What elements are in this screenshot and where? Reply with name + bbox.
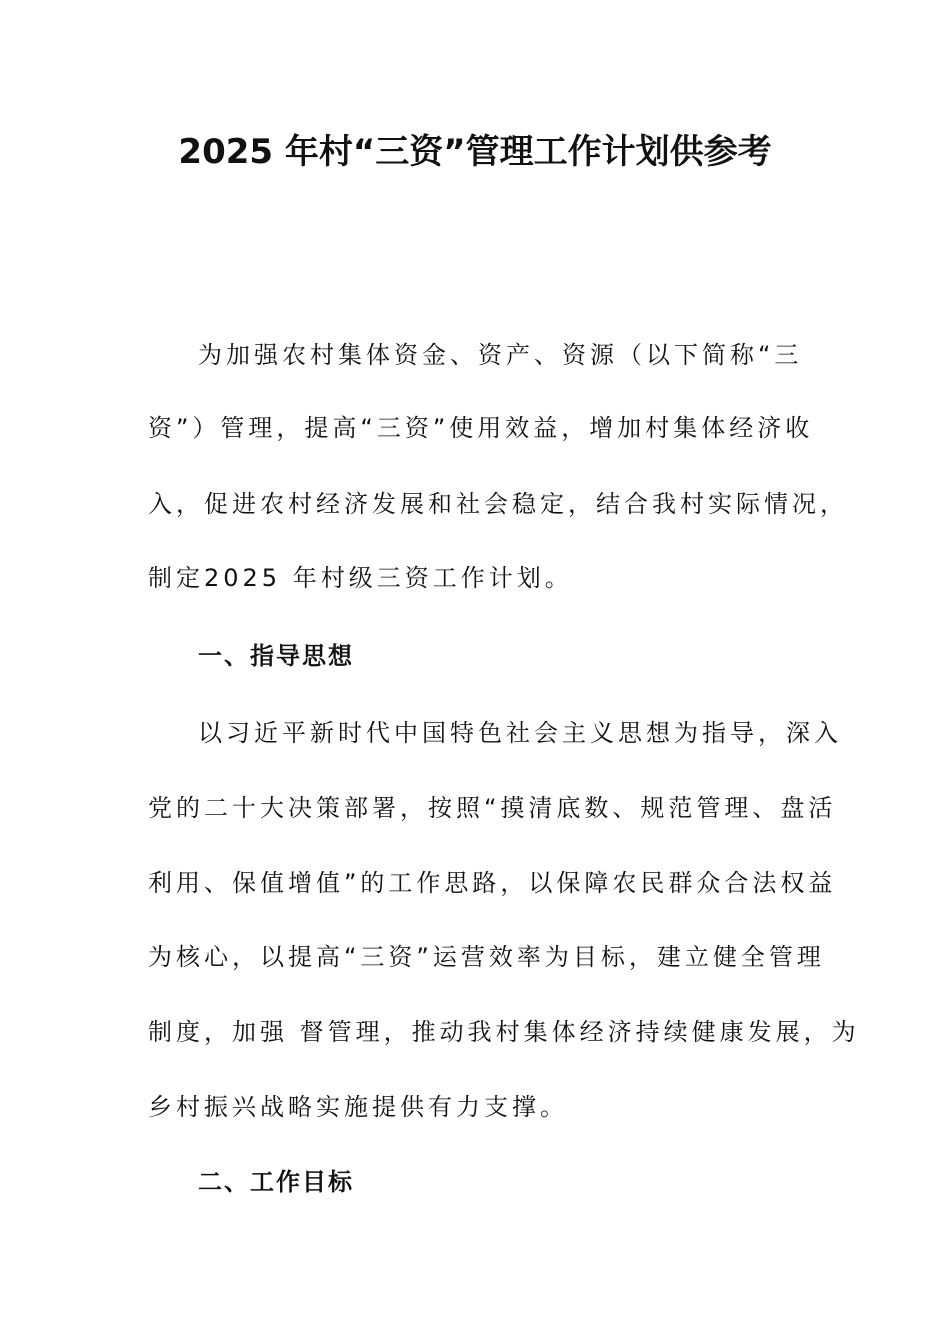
- paragraph-line: 利用、保值增值”的工作思路，以保障农民群众合法权益: [148, 869, 837, 897]
- section-heading-guiding-ideology: 一、指导思想: [198, 642, 354, 670]
- paragraph-line: 制度，加强 督管理，推动我村集体经济持续健康发展，为: [148, 1018, 860, 1046]
- paragraph-line: 乡村振兴战略实施提供有力支撑。: [148, 1093, 568, 1121]
- paragraph-line: 为核心，以提高“三资”运营效率为目标，建立健全管理: [148, 943, 825, 971]
- paragraph-line: 为加强农村集体资金、资产、资源（以下简称“三: [198, 341, 803, 369]
- paragraph-line: 制定2025 年村级三资工作计划。: [148, 564, 573, 592]
- paragraph-line: 以习近平新时代中国特色社会主义思想为指导，深入: [198, 719, 842, 747]
- paragraph-line: 资”）管理，提高“三资”使用效益，增加村集体经济收: [148, 414, 814, 442]
- section-heading-work-goals: 二、工作目标: [198, 1168, 354, 1196]
- paragraph-line: 党的二十大决策部署，按照“摸清底数、规范管理、盘活: [148, 794, 837, 822]
- document-title: 2025 年村“三资”管理工作计划供参考: [178, 132, 772, 172]
- paragraph-line: 入，促进农村经济发展和社会稳定，结合我村实际情况，: [148, 490, 848, 518]
